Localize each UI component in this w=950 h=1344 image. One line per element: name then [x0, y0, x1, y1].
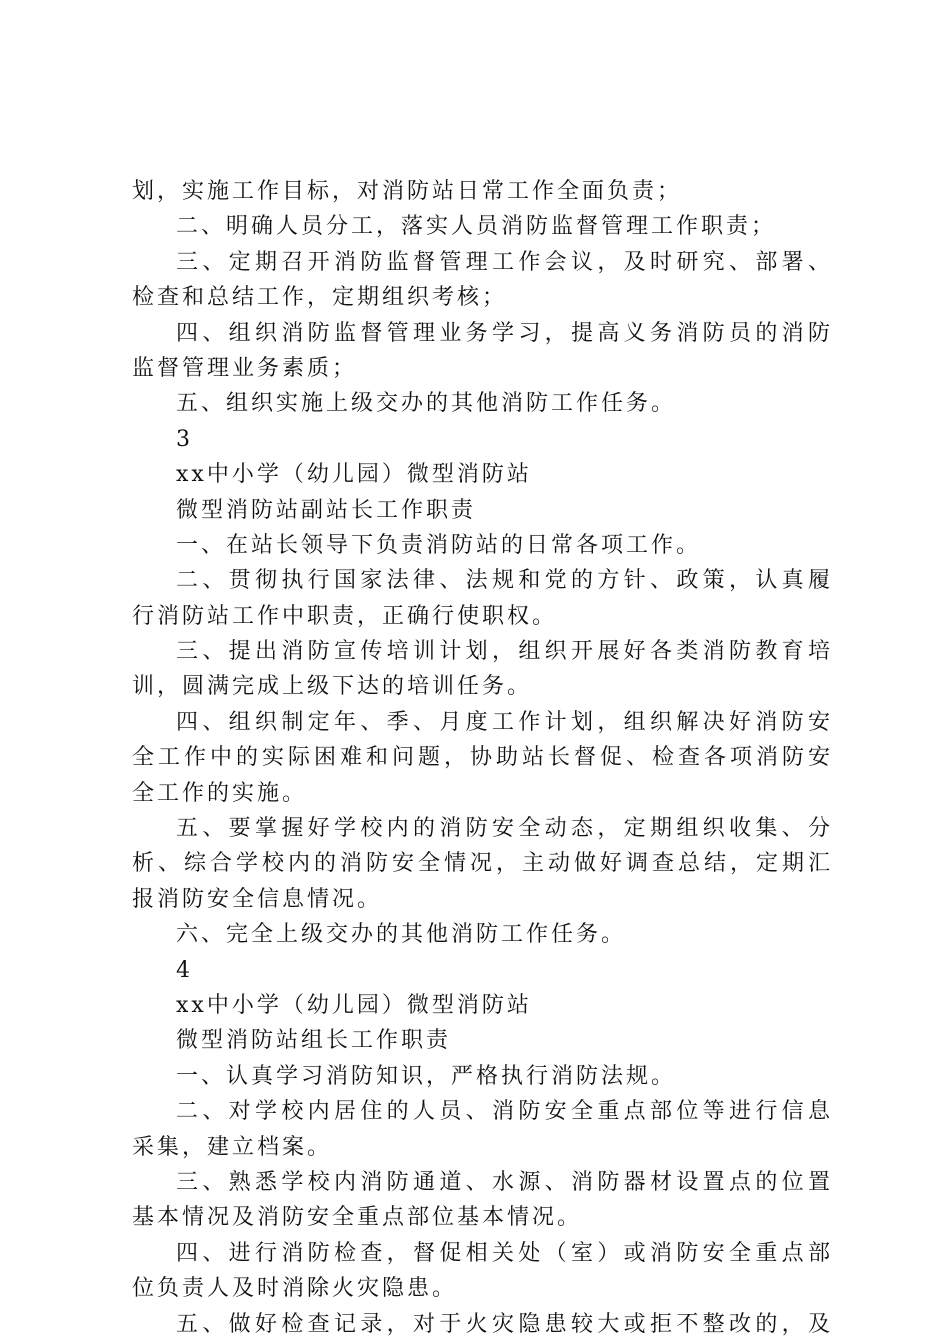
text-line: 报消防安全信息情况。 [132, 886, 383, 912]
text-line: 划，实施工作目标，对消防站日常工作全面负责； [132, 179, 683, 204]
text-line: 二、贯彻执行国家法律、法规和党的方针、政策，认真履 [176, 568, 830, 594]
page-number: 3 [176, 426, 190, 452]
text-line: 行消防站工作中职责，正确行使职权。 [132, 603, 558, 629]
text-line: 位负责人及时消除火灾隐患。 [132, 1276, 458, 1302]
text-line: 微型消防站组长工作职责 [176, 1028, 452, 1054]
text-line: 一、认真学习消防知识，严格执行消防法规。 [176, 1063, 677, 1089]
text-line: 五、要掌握好学校内的消防安全动态，定期组织收集、分 [176, 816, 830, 842]
text-line: 全工作中的实际困难和问题，协助站长督促、检查各项消防安 [132, 745, 830, 771]
text-line: 析、综合学校内的消防安全情况，主动做好调查总结，定期汇 [132, 851, 830, 877]
text-line: 四、组织消防监督管理业务学习，提高义务消防员的消防 [176, 320, 830, 346]
text-line: 基本情况及消防安全重点部位基本情况。 [132, 1205, 583, 1231]
text-line: xx中小学（幼儿园）微型消防站 [176, 462, 532, 488]
text-line: 监督管理业务素质； [132, 355, 358, 381]
text-line: 五、做好检查记录，对于火灾隐患较大或拒不整改的，及 [176, 1311, 830, 1337]
text-line: 一、在站长领导下负责消防站的日常各项工作。 [176, 532, 702, 558]
text-line: 二、明确人员分工，落实人员消防监督管理工作职责； [176, 214, 777, 240]
text-line: 五、组织实施上级交办的其他消防工作任务。 [176, 391, 677, 417]
text-line: xx中小学（幼儿园）微型消防站 [176, 992, 532, 1018]
text-line: 微型消防站副站长工作职责 [176, 497, 477, 523]
document-body [132, 174, 832, 1342]
text-line: 三、定期召开消防监督管理工作会议，及时研究、部署、 [176, 249, 830, 275]
text-line: 全工作的实施。 [132, 780, 308, 806]
text-line: 训，圆满完成上级下达的培训任务。 [132, 674, 533, 700]
text-line: 四、进行消防检查，督促相关处（室）或消防安全重点部 [176, 1240, 830, 1266]
text-line: 三、提出消防宣传培训计划，组织开展好各类消防教育培 [176, 639, 830, 665]
text-line: 四、组织制定年、季、月度工作计划，组织解决好消防安 [176, 709, 830, 735]
text-line: 采集，建立档案。 [132, 1134, 333, 1160]
page-number: 4 [176, 957, 190, 983]
text-line: 六、完全上级交办的其他消防工作任务。 [176, 922, 627, 948]
text-line: 三、熟悉学校内消防通道、水源、消防器材设置点的位置 [176, 1169, 830, 1195]
text-line: 检查和总结工作，定期组织考核； [132, 285, 508, 311]
text-line: 二、对学校内居住的人员、消防安全重点部位等进行信息 [176, 1099, 830, 1125]
